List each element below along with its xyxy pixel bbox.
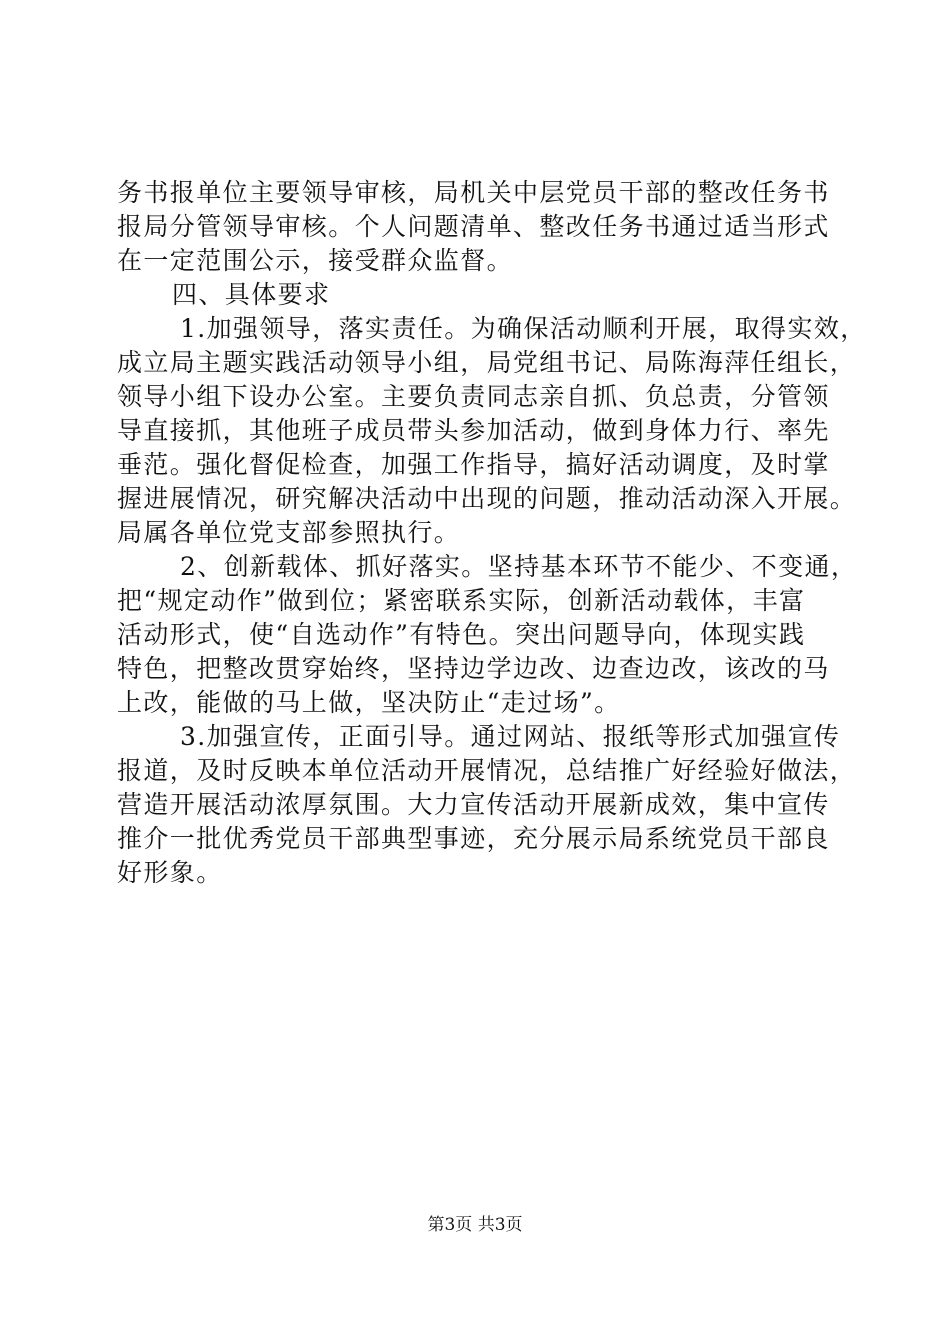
paragraph-line: 活动形式，使“自选动作”有特色。突出问题导向，体现实践 [117,620,806,649]
paragraph-line: 上改，能做的马上做，坚决防止“走过场”。 [117,688,621,717]
paragraph-line: 3.加强宣传，正面引导。通过网站、报纸等形式加强宣传 [180,722,841,751]
section-heading: 四、具体要求 [172,280,331,309]
paragraph-line: 把“规定动作”做到位；紧密联系实际，创新活动载体，丰富 [117,586,806,615]
paragraph-line: 报道，及时反映本单位活动开展情况，总结推广好经验好做法， [117,756,857,785]
paragraph-line: 好形象。 [117,858,223,887]
paragraph-line: 推介一批优秀党员干部典型事迹，充分展示局系统党员干部良 [117,824,830,853]
paragraph-line: 务书报单位主要领导审核，局机关中层党员干部的整改任务书 [117,178,830,207]
paragraph-line: 垂范。强化督促检查，加强工作指导，搞好活动调度，及时掌 [117,450,830,479]
paragraph-line: 特色，把整改贯穿始终，坚持边学边改、边查边改，该改的马 [117,654,830,683]
paragraph-line: 2、创新载体、抓好落实。坚持基本环节不能少、不变通， [180,552,858,581]
paragraph-line: 营造开展活动浓厚氛围。大力宣传活动开展新成效，集中宣传 [117,790,830,819]
page-number-footer: 第3页 共3页 [427,1215,523,1235]
paragraph-line: 领导小组下设办公室。主要负责同志亲自抓、负总责，分管领 [117,382,830,411]
paragraph-line: 导直接抓，其他班子成员带头参加活动，做到身体力行、率先 [117,416,830,445]
paragraph-line: 局属各单位党支部参照执行。 [117,518,461,547]
paragraph-line: 握进展情况，研究解决活动中出现的问题，推动活动深入开展。 [117,484,857,513]
paragraph-line: 在一定范围公示，接受群众监督。 [117,246,514,275]
paragraph-line: 1.加强领导，落实责任。为确保活动顺利开展，取得实效， [180,314,867,343]
paragraph-line: 成立局主题实践活动领导小组，局党组书记、局陈海萍任组长， [117,348,857,377]
paragraph-line: 报局分管领导审核。个人问题清单、整改任务书通过适当形式 [117,212,830,241]
